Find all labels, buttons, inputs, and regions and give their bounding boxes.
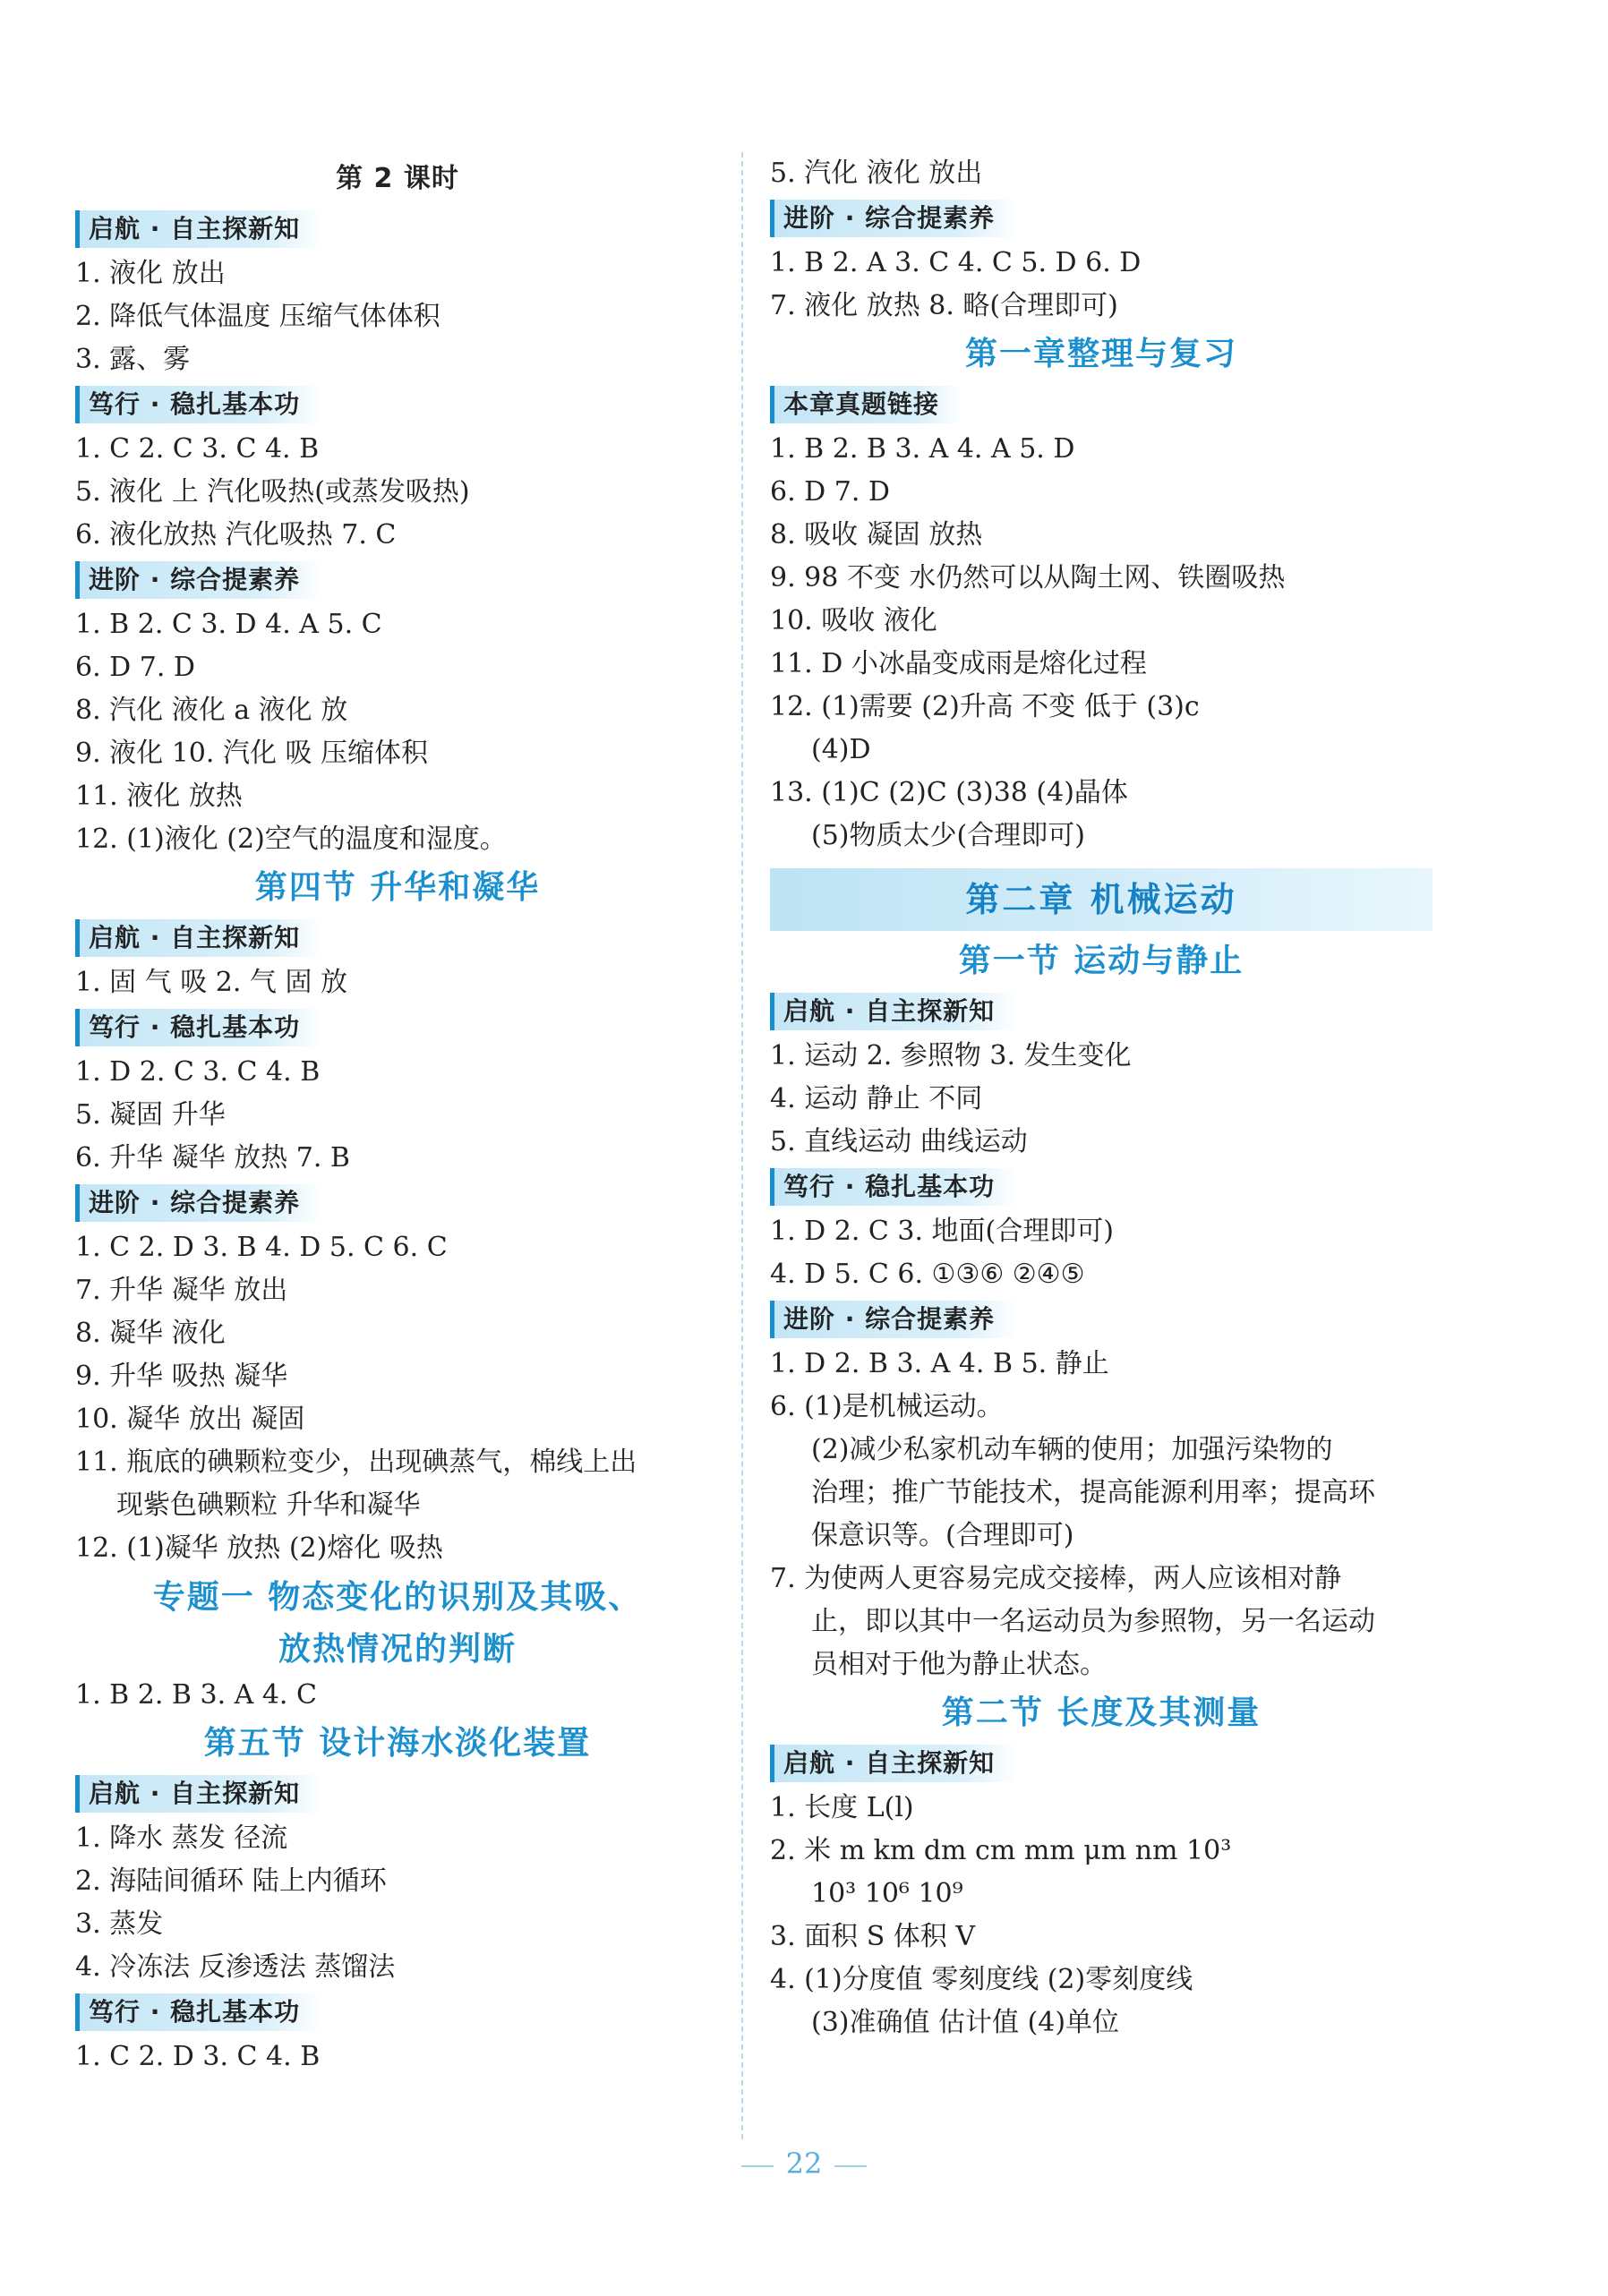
section-label: 进阶 · 综合提素养 [770,1301,1018,1338]
right-column [770,152,1433,2044]
section-label: 笃行 · 稳扎基本功 [770,1168,1018,1206]
answer-line: 1. 长度 L(l) [770,1792,914,1823]
section-label-row [75,557,720,603]
section-label: 笃行 · 稳扎基本功 [75,1993,323,2031]
answer-line: 3. 面积 S 体积 V [770,1921,975,1952]
answer-line: 4. 冷冻法 反渗透法 蒸馏法 [75,1951,396,1983]
answer-line: 5. 直线运动 曲线运动 [770,1126,1028,1157]
answer-line: 5. 液化 上 汽化吸热(或蒸发吸热) [75,476,470,508]
section-label: 启航 · 自主探新知 [770,1745,1018,1782]
answer-line: 3. 露、雾 [75,344,191,375]
answer-line: 12. (1)凝华 放热 (2)熔化 吸热 [75,1532,443,1564]
section-label: 进阶 · 综合提素养 [770,200,1018,237]
answer-line: 9. 液化 10. 汽化 吸 压缩体积 [75,738,429,769]
answer-line: 1. C 2. D 3. C 4. B [75,2041,321,2072]
section-label-row [770,988,1433,1035]
answer-line: 6. D 7. D [75,652,195,683]
answer-line: 7. 液化 放热 8. 略(合理即可) [770,290,1118,321]
answer-line: 1. B 2. C 3. D 4. A 5. C [75,609,382,640]
answer-line: 6. 升华 凝华 放热 7. B [75,1142,350,1174]
chapter-title: 第二章 机械运动 [770,868,1433,931]
answer-line-continued: (4)D [811,734,871,765]
answer-line-continued: (3)准确值 估计值 (4)单位 [811,2007,1120,2038]
answer-line: 7. 升华 凝华 放出 [75,1275,288,1306]
section-label: 进阶 · 综合提素养 [75,561,323,599]
answer-line: 5. 凝固 升华 [75,1099,226,1131]
answer-line: 6. D 7. D [770,476,890,508]
section-label-row [75,1771,720,1817]
answer-line: 9. 升华 吸热 凝华 [75,1361,288,1392]
answer-line: 12. (1)液化 (2)空气的温度和湿度。 [75,824,507,855]
answer-line: 2. 降低气体温度 压缩气体体积 [75,301,440,332]
answer-line-continued: 员相对于他为静止状态。 [811,1649,1107,1680]
section-label-row [770,1740,1433,1787]
answer-line-continued: 保意识等。(合理即可) [811,1520,1074,1551]
answer-line-continued: 10³ 10⁶ 10⁹ [811,1878,963,1909]
answer-line: 1. B 2. B 3. A 4. A 5. D [770,433,1075,465]
answer-line: 6. 液化放热 汽化吸热 7. C [75,519,397,551]
answer-line-continued: 止，即以其中一名运动员为参照物，另一名运动 [811,1606,1375,1637]
answer-line: 1. 运动 2. 参照物 3. 发生变化 [770,1040,1132,1071]
section-label: 启航 · 自主探新知 [75,1775,323,1813]
answer-line-continued: (2)减少私家机动车辆的使用；加强污染物的 [811,1434,1333,1465]
answer-line: 2. 海陆间循环 陆上内循环 [75,1865,387,1897]
section-label: 笃行 · 稳扎基本功 [75,386,323,423]
answer-line: 1. C 2. D 3. B 4. D 5. C 6. C [75,1232,448,1263]
section-label-row [75,206,720,252]
answer-line: 1. B 2. A 3. C 4. C 5. D 6. D [770,247,1142,278]
answer-line: 1. D 2. C 3. 地面(合理即可) [770,1216,1114,1247]
page-number: 22 [785,2147,823,2181]
answer-line: 7. 为使两人更容易完成交接棒，两人应该相对静 [770,1563,1342,1594]
section-label: 笃行 · 稳扎基本功 [75,1009,323,1046]
section-heading: 第五节 设计海水淡化装置 [203,1725,592,1762]
section-label: 启航 · 自主探新知 [75,919,323,957]
section-label: 进阶 · 综合提素养 [75,1184,323,1222]
answer-line: 6. (1)是机械运动。 [770,1391,1004,1422]
topic-heading: 放热情况的判断 [278,1631,517,1668]
answer-line: 8. 汽化 液化 a 液化 放 [75,695,348,726]
answer-line: 13. (1)C (2)C (3)38 (4)晶体 [770,777,1128,808]
section-label-row [770,1164,1433,1210]
answer-line: 4. D 5. C 6. ①③⑥ ②④⑤ [770,1259,1085,1290]
answer-line: 11. 液化 放热 [75,781,243,812]
answer-line: 1. C 2. C 3. C 4. B [75,433,320,465]
column-divider [741,152,743,2139]
answer-line: 12. (1)需要 (2)升高 不变 低于 (3)c [770,691,1200,722]
lesson-heading: 第 2 课时 [336,163,459,194]
footer-dash-left [741,2165,774,2167]
section-label-row [770,381,1433,428]
answer-line: 2. 米 m km dm cm mm μm nm 10³ [770,1835,1232,1866]
section-label: 本章真题链接 [770,386,962,423]
section-label: 启航 · 自主探新知 [770,993,1018,1030]
answer-line: 8. 吸收 凝固 放热 [770,519,983,551]
left-column [75,152,720,2078]
page-number-footer [0,2147,1608,2181]
answer-line: 8. 凝华 液化 [75,1318,226,1349]
section-label: 启航 · 自主探新知 [75,210,323,248]
answer-line: 3. 蒸发 [75,1908,164,1940]
answer-line-continued: 现紫色碘颗粒 升华和凝华 [116,1489,421,1521]
answer-line-continued: 治理；推广节能技术，提高能源利用率；提高环 [811,1477,1375,1508]
section-heading: 第一章整理与复习 [964,336,1237,372]
footer-dash-right [834,2165,867,2167]
answer-line: 1. 降水 蒸发 径流 [75,1822,288,1854]
answer-line: 4. (1)分度值 零刻度线 (2)零刻度线 [770,1964,1193,1995]
answer-line: 4. 运动 静止 不同 [770,1083,983,1114]
answer-line: 1. D 2. B 3. A 4. B 5. 静止 [770,1348,1109,1379]
section-label-row [75,1989,720,2036]
answer-line: 9. 98 不变 水仍然可以从陶土网、铁圈吸热 [770,562,1286,593]
section-heading: 第一节 运动与静止 [958,943,1244,979]
section-label-row [75,915,720,961]
answer-line: 1. D 2. C 3. C 4. B [75,1056,321,1088]
answer-line: 11. 瓶底的碘颗粒变少，出现碘蒸气，棉线上出 [75,1447,637,1478]
topic-heading: 专题一 物态变化的识别及其吸、 [152,1579,643,1616]
answer-line: 5. 汽化 液化 放出 [770,158,983,189]
answer-line-continued: (5)物质太少(合理即可) [811,820,1085,851]
answer-line: 1. B 2. B 3. A 4. C [75,1679,317,1711]
section-heading: 第四节 升华和凝华 [254,869,541,906]
section-label-row [75,1004,720,1051]
section-label-row [75,1180,720,1226]
answer-line: 1. 液化 放出 [75,258,226,289]
answer-line: 1. 固 气 吸 2. 气 固 放 [75,967,347,998]
answer-line: 11. D 小冰晶变成雨是熔化过程 [770,648,1147,679]
section-label-row [770,195,1433,242]
section-label-row [75,381,720,428]
answer-line: 10. 凝华 放出 凝固 [75,1404,305,1435]
section-heading: 第二节 长度及其测量 [941,1694,1262,1731]
answer-line: 10. 吸收 液化 [770,605,937,636]
section-label-row [770,1296,1433,1343]
